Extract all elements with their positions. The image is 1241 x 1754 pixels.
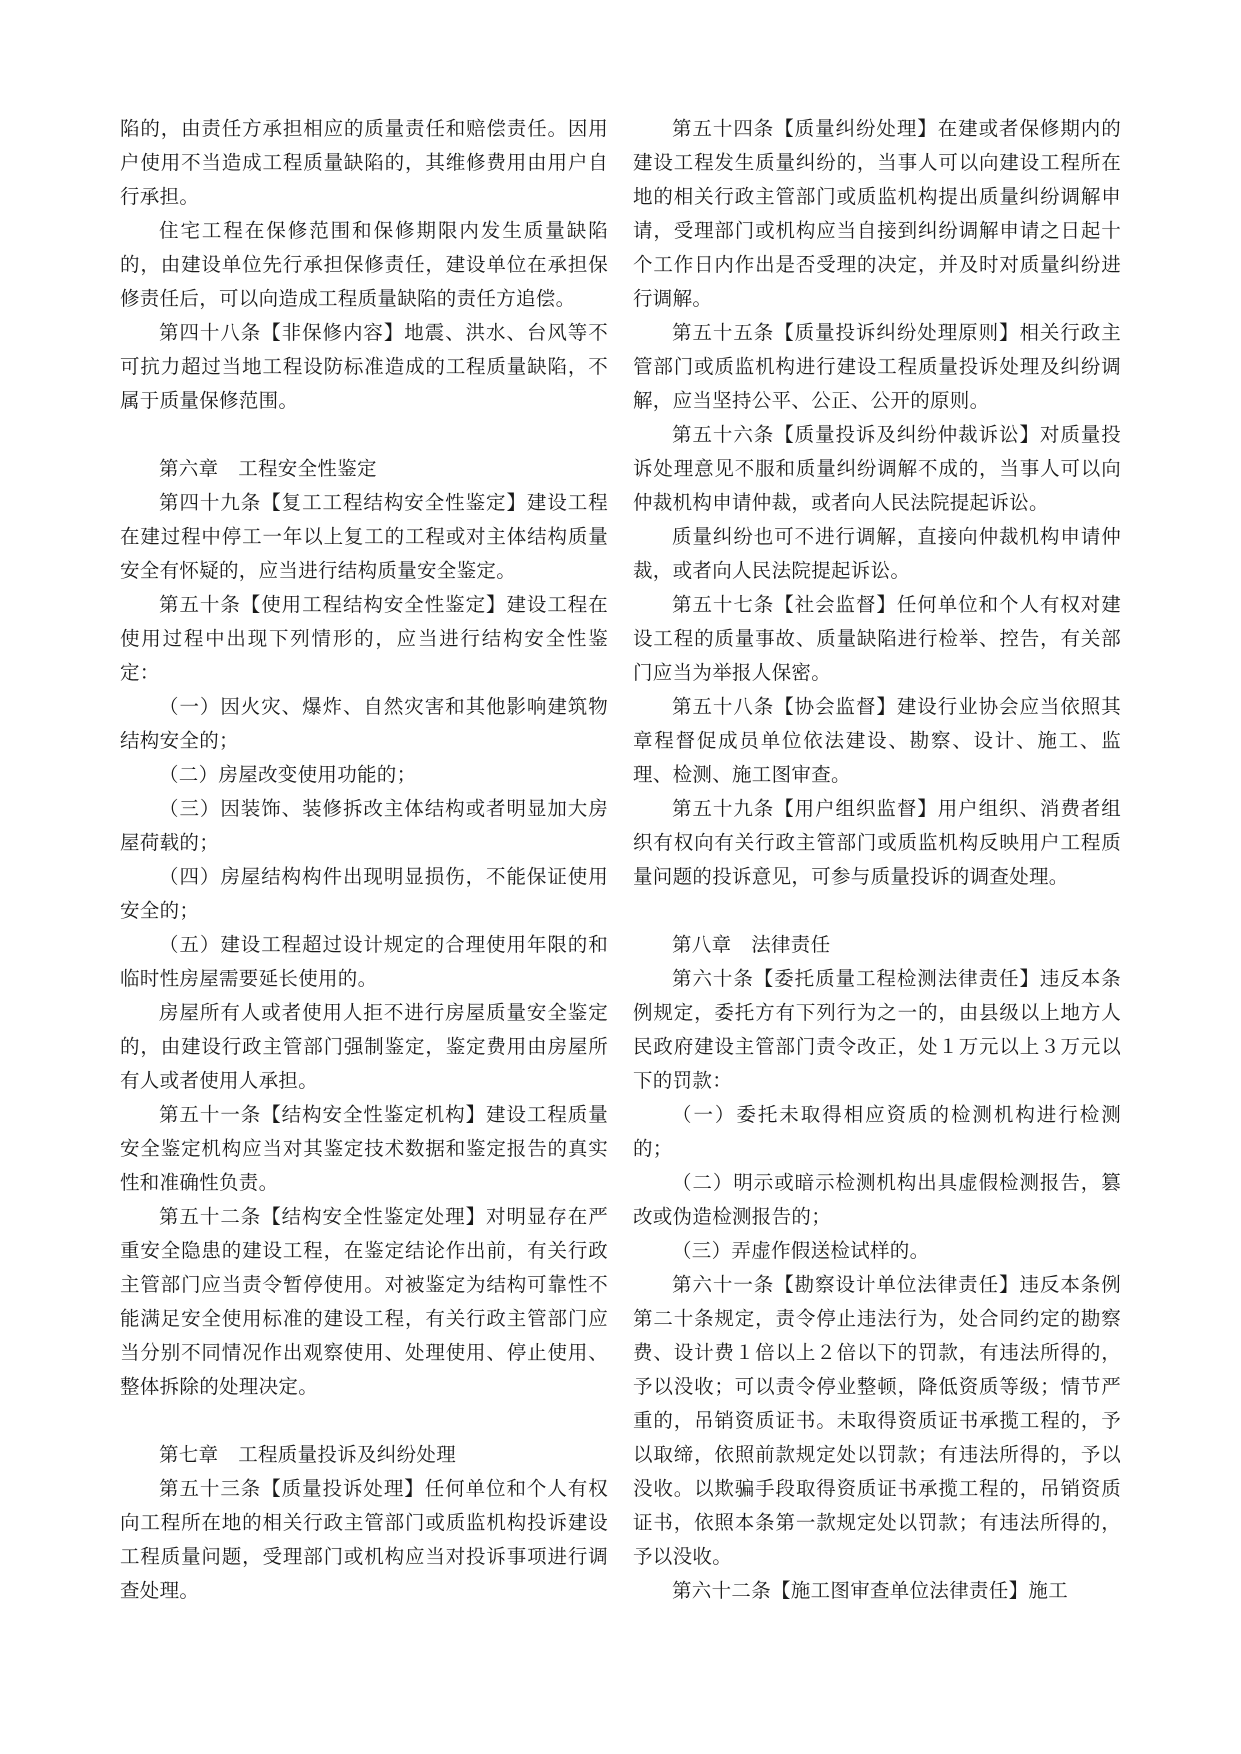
chapter-7-heading: 第七章 工程质量投诉及纠纷处理 <box>159 1443 457 1466</box>
article-51: 第五十一条【结构安全性鉴定机构】建设工程质量安全鉴定机构应当对其鉴定技术数据和鉴定报告的真实性和准确性负责。 <box>120 1103 608 1194</box>
left-column <box>120 112 608 1608</box>
article-62: 第六十二条【施工图审查单位法律责任】施工 <box>672 1579 1069 1602</box>
list-item: （一）委托未取得相应资质的检测机构进行检测的； <box>633 1103 1121 1160</box>
article-48: 第四十八条【非保修内容】地震、洪水、台风等不可抗力超过当地工程设防标准造成的工程质量缺陷，不属于质量保修范围。 <box>120 321 608 412</box>
chapter-6-heading: 第六章 工程安全性鉴定 <box>159 457 377 480</box>
paragraph: 陷的，由责任方承担相应的质量责任和赔偿责任。因用户使用不当造成工程质量缺陷的，其维修费用由用户自行承担。 <box>120 117 608 208</box>
article-55: 第五十五条【质量投诉纠纷处理原则】相关行政主管部门或质监机构进行建设工程质量投诉处理及纠纷调解，应当坚持公平、公正、公开的原则。 <box>633 321 1121 412</box>
article-50: 第五十条【使用工程结构安全性鉴定】建设工程在使用过程中出现下列情形的，应当进行结构安全性鉴定： <box>120 593 608 684</box>
article-49: 第四十九条【复工工程结构安全性鉴定】建设工程在建过程中停工一年以上复工的工程或对主体结构质量安全有怀疑的，应当进行结构质量安全鉴定。 <box>120 491 608 582</box>
list-item: （三）因装饰、装修拆改主体结构或者明显加大房屋荷载的； <box>120 797 608 854</box>
list-item: （三）弄虚作假送检试样的。 <box>672 1239 930 1262</box>
spacer <box>120 418 608 452</box>
paragraph: 房屋所有人或者使用人拒不进行房屋质量安全鉴定的，由建设行政主管部门强制鉴定，鉴定费用由房屋所有人或者使用人承担。 <box>120 1001 608 1092</box>
article-58: 第五十八条【协会监督】建设行业协会应当依照其章程督促成员单位依法建设、勘察、设计、施工、监理、检测、施工图审查。 <box>633 695 1121 786</box>
list-item: （四）房屋结构构件出现明显损伤，不能保证使用安全的； <box>120 865 608 922</box>
article-60: 第六十条【委托质量工程检测法律责任】违反本条例规定，委托方有下列行为之一的，由县级以上地方人民政府建设主管部门责令改正，处１万元以上３万元以下的罚款： <box>633 967 1121 1092</box>
chapter-8-heading: 第八章 法律责任 <box>672 933 831 956</box>
article-52: 第五十二条【结构安全性鉴定处理】对明显存在严重安全隐患的建设工程，在鉴定结论作出前，有关行政主管部门应当责令暂停使用。对被鉴定为结构可靠性不能满足安全使用标准的建设工程，有关行政主管部门应当分别不同情况作出观察使用、处理使用、停止使用、整体拆除的处理决定。 <box>120 1205 608 1398</box>
list-item: （一）因火灾、爆炸、自然灾害和其他影响建筑物结构安全的； <box>120 695 608 752</box>
article-54: 第五十四条【质量纠纷处理】在建或者保修期内的建设工程发生质量纠纷的，当事人可以向建设工程所在地的相关行政主管部门或质监机构提出质量纠纷调解申请，受理部门或机构应当自接到纠纷调解申请之日起十个工作日内作出是否受理的决定，并及时对质量纠纷进行调解。 <box>633 117 1121 310</box>
article-57: 第五十七条【社会监督】任何单位和个人有权对建设工程的质量事故、质量缺陷进行检举、控告，有关部门应当为举报人保密。 <box>633 593 1121 684</box>
spacer <box>120 1404 608 1438</box>
article-61: 第六十一条【勘察设计单位法律责任】违反本条例第二十条规定，责令停止违法行为，处合同约定的勘察费、设计费１倍以上２倍以下的罚款，有违法所得的，予以没收；可以责令停业整顿，降低资质等级；情节严重的，吊销资质证书。未取得资质证书承揽工程的，予以取缔，依照前款规定处以罚款；有违法所得的，予以没收。以欺骗手段取得资质证书承揽工程的，吊销资质证书，依照本条第一款规定处以罚款；有违法所得的，予以没收。 <box>633 1273 1121 1568</box>
paragraph: 质量纠纷也可不进行调解，直接向仲裁机构申请仲裁，或者向人民法院提起诉讼。 <box>633 525 1121 582</box>
list-item: （二）明示或暗示检测机构出具虚假检测报告，篡改或伪造检测报告的； <box>633 1171 1121 1228</box>
list-item: （五）建设工程超过设计规定的合理使用年限的和临时性房屋需要延长使用的。 <box>120 933 608 990</box>
paragraph: 住宅工程在保修范围和保修期限内发生质量缺陷的，由建设单位先行承担保修责任，建设单位在承担保修责任后，可以向造成工程质量缺陷的责任方追偿。 <box>120 219 608 310</box>
article-59: 第五十九条【用户组织监督】用户组织、消费者组织有权向有关行政主管部门或质监机构反映用户工程质量问题的投诉意见，可参与质量投诉的调查处理。 <box>633 797 1121 888</box>
right-column <box>633 112 1121 1608</box>
spacer <box>633 894 1121 928</box>
list-item: （二）房屋改变使用功能的； <box>159 763 417 786</box>
article-53: 第五十三条【质量投诉处理】任何单位和个人有权向工程所在地的相关行政主管部门或质监机构投诉建设工程质量问题，受理部门或机构应当对投诉事项进行调查处理。 <box>120 1477 608 1602</box>
article-56: 第五十六条【质量投诉及纠纷仲裁诉讼】对质量投诉处理意见不服和质量纠纷调解不成的，当事人可以向仲裁机构申请仲裁，或者向人民法院提起诉讼。 <box>633 423 1121 514</box>
